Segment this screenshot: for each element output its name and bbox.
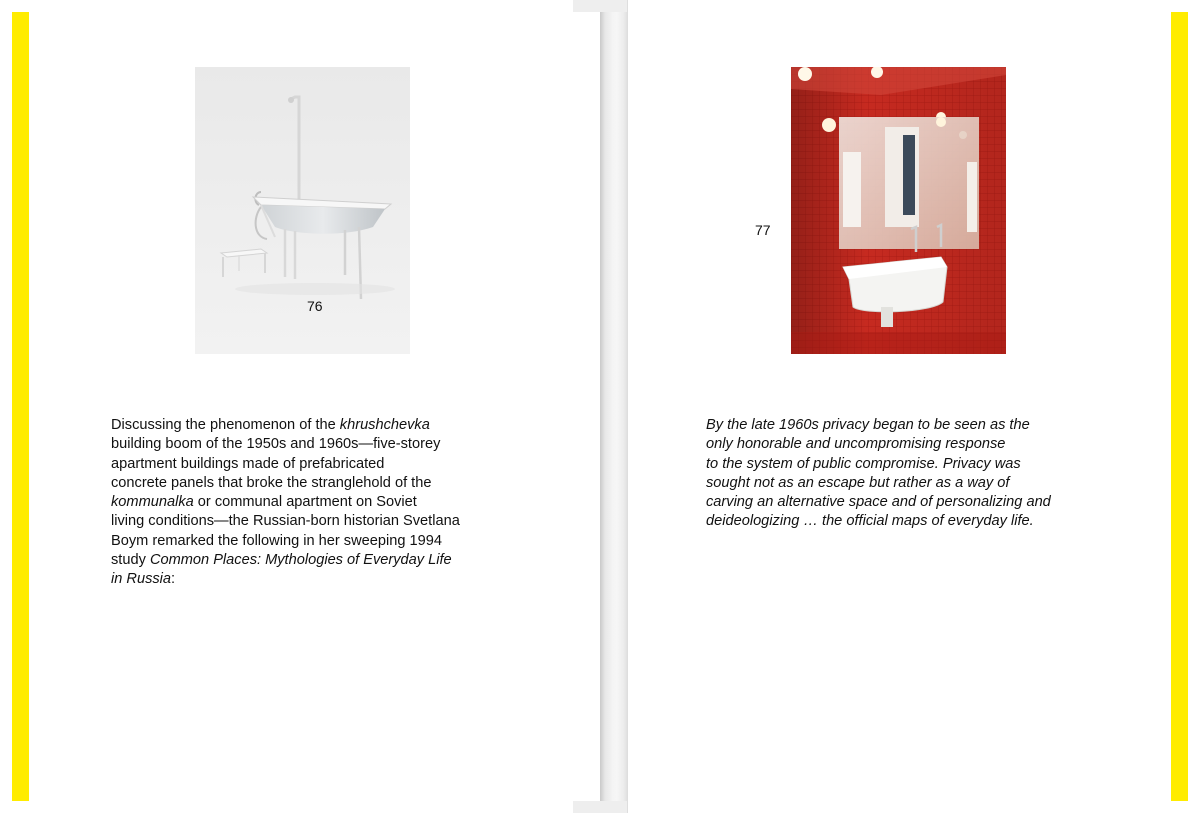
italic-text-segment: in Russia bbox=[111, 571, 172, 588]
text-segment: or communal apartment on Soviet bbox=[193, 494, 417, 511]
quote-line: only honorable and uncompromising response bbox=[706, 436, 1006, 453]
red-bathroom-photo bbox=[791, 67, 1006, 354]
quote-line: deideologizing … the official maps of everyday life. bbox=[706, 513, 1034, 530]
body-text-line bbox=[111, 474, 501, 493]
quote-line: carving an alternative space and of personalizing and bbox=[706, 494, 1051, 511]
text-segment: : bbox=[171, 571, 176, 588]
body-text-line bbox=[111, 532, 501, 551]
body-text-line bbox=[111, 435, 501, 454]
bathtub-photo bbox=[195, 67, 410, 354]
text-segment: concrete panels that broke the stranglehold of the bbox=[111, 474, 432, 491]
body-text-line bbox=[111, 512, 501, 531]
right-page-yellow-edge bbox=[1171, 12, 1188, 801]
text-segment: apartment buildings made of prefabricated bbox=[111, 455, 385, 472]
left-page-yellow-edge bbox=[12, 12, 29, 801]
body-text-line bbox=[111, 570, 501, 589]
quote-line: to the system of public compromise. Privacy was bbox=[706, 455, 1021, 472]
figure-number-76: 76 bbox=[307, 298, 323, 314]
quote-line: sought not as an escape but rather as a way of bbox=[706, 474, 1010, 491]
body-text-line bbox=[111, 551, 501, 570]
italic-text-segment: khrushchevka bbox=[339, 417, 430, 433]
figure-number-77: 77 bbox=[755, 222, 771, 238]
body-text-line bbox=[111, 455, 501, 474]
gutter-bottom-edge bbox=[573, 801, 627, 813]
gutter-top-edge bbox=[573, 0, 627, 12]
body-text-line bbox=[111, 493, 501, 512]
left-page-body-paragraph bbox=[111, 416, 501, 590]
text-segment: Discussing the phenomenon of the bbox=[111, 417, 340, 433]
text-segment: building boom of the 1950s and 1960s—five-storey bbox=[111, 436, 441, 453]
text-segment: study bbox=[111, 552, 150, 569]
italic-text-segment: kommunalka bbox=[111, 494, 194, 511]
quote-line: By the late 1960s privacy began to be seen as the bbox=[706, 417, 1030, 433]
body-text-line bbox=[111, 416, 501, 435]
italic-text-segment: Common Places: Mythologies of Everyday Life bbox=[149, 552, 452, 569]
text-segment: Boym remarked the following in her sweeping 1994 bbox=[111, 532, 442, 549]
right-page-quote bbox=[706, 416, 1106, 532]
text-segment: living conditions—the Russian-born historian Svetlana bbox=[111, 513, 460, 530]
book-gutter bbox=[600, 0, 628, 813]
